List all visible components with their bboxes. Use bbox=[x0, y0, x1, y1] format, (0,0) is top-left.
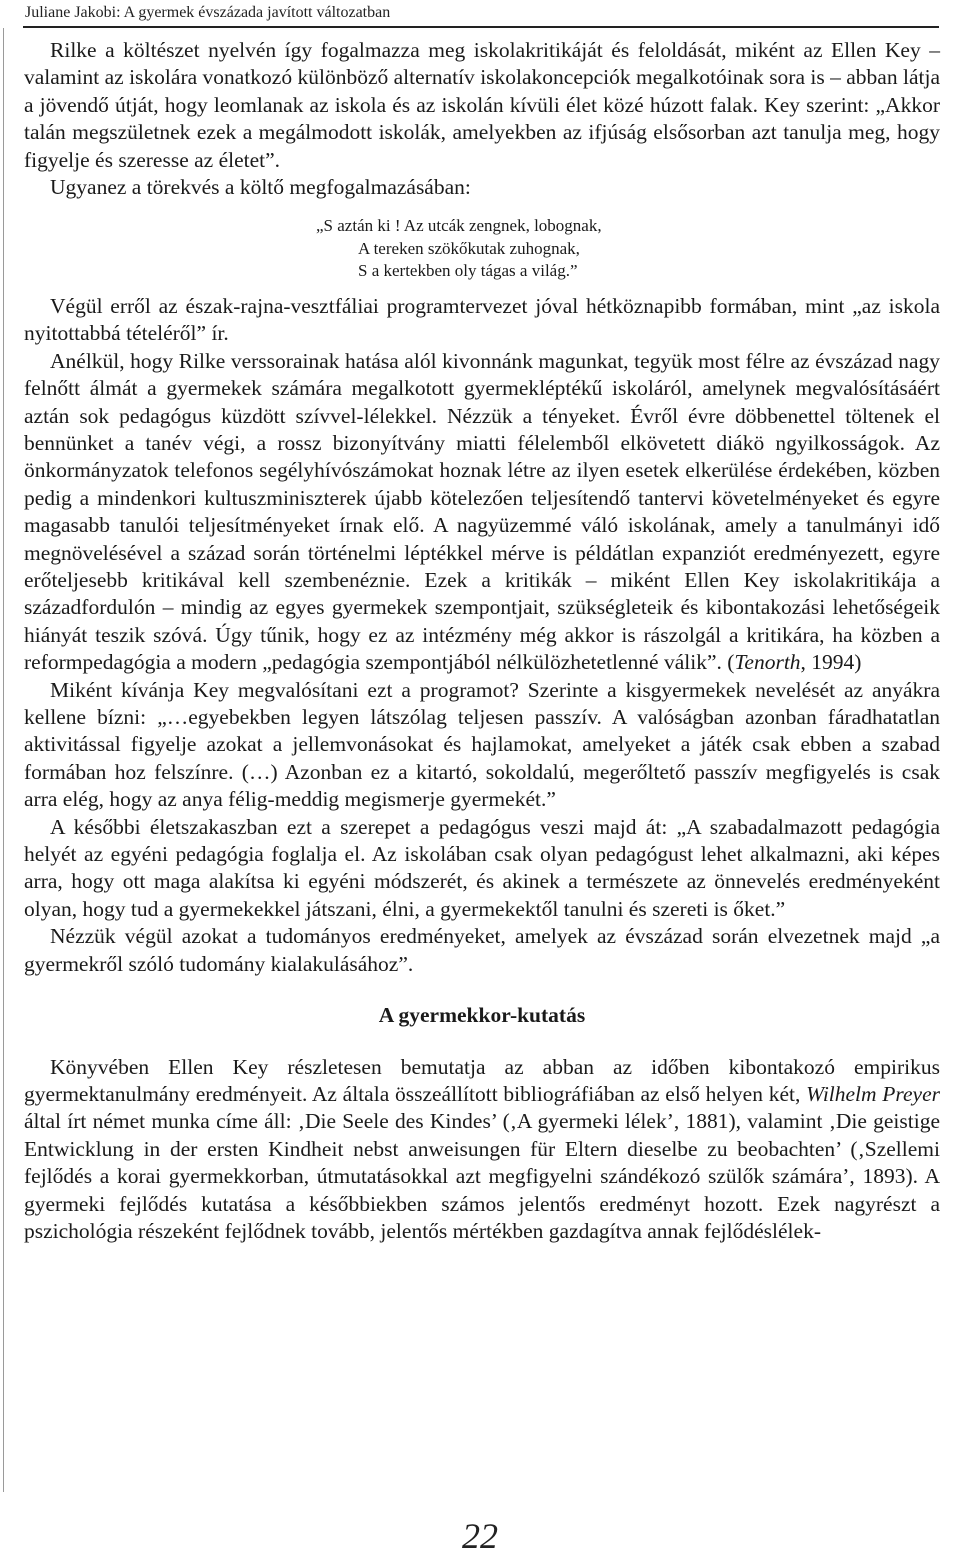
paragraph-8 bbox=[24, 1054, 940, 1246]
paragraph-7: Nézzük végül azokat a tudományos eredményeket, amelyek az évszázad során elvezetnek majd „a gyermekről szóló tudomány kialakulásához”. bbox=[24, 924, 940, 976]
poem-quote bbox=[24, 215, 940, 283]
poem-line-3: S a kertekben oly tágas a világ.” bbox=[358, 261, 578, 281]
citation-author: Tenorth bbox=[734, 650, 801, 675]
paragraph-8-text-a: Könyvében Ellen Key részletesen bemutatja az abban az időben kibontakozó empirikus gyermektanulmány eredményeit. Az általa összeállított bibliográfiában az első helyen két, bbox=[24, 1054, 940, 1106]
paragraph-2: Ugyanez a törekvés a költő megfogalmazásában: bbox=[50, 175, 471, 200]
paragraph-5: Miként kívánja Key megvalósítani ezt a programot? Szerinte a kisgyermekek nevelését az anyákra kellene bízni: „…egyebekben legyen látszólag teljesen passzív. A valóságban azonban fáradhatatlan aktivitással figyelje azokat a jellemvonásokat és hajlamokat, amelyeket a játék csak ebben a szabad formában hoz felszínre. (…) Azonban ez a kitartó, sokoldalú, megerőltető passzív megfigyelés is csak arra elég, hogy az anya félig-meddig megismerje gyermekét.” bbox=[24, 677, 940, 812]
paragraph-4-text-a: Anélkül, hogy Rilke verssorainak hatása alól kivonnánk magunkat, tegyük most félre az évszázad nagy felnőtt álmát a gyermekek számára megalkotott gyermekléptékű iskoláról, amelynek megvalósításáért aztán sok pedagógus küzdött szívvel-lélekkel. Nézzük a tényeket. Évről évre döbbenettel töltenek el bennünket a tanév végi, a rossz bizonyítvány miatti félelemből elkövetett diákö ngyilkosságok. Az önkormányzatok telefonos segélyhívószámokat hoznak létre az ilyen esetek elkerülése érdekében, közben pedig a mindenkori kultuszminiszterek újabb kötelezően teljesítendő tantervi követelményeket és egyre magasabb tanulói teljesítményeket írnak elő. A nagyüzemmé váló iskolának, amely a tanulmányi idő megnövelésével a század során történelmi léptékkel mérve is példátlan expanziót eredményezett, egyre erőteljesebb kritikával kell szembenéznie. Ezek a kritikák – miként Ellen Key iskolakritikája a századfordulón – mindig az egyes gyermekek szempontjait, szükségleteik és kibontakozási lehetőségeik hiányát teszik szóvá. Úgy tűnik, hogy ez az intézmény még akkor is rászolgál a kritikára, ha közben a reformpedagógia a modern „pedagógia szempontjából nélkülözhetetlenné válik”. ( bbox=[24, 348, 940, 675]
author-name: Wilhelm Preyer bbox=[806, 1081, 940, 1106]
body-text bbox=[24, 37, 940, 1245]
margin-line bbox=[3, 28, 4, 1492]
paragraph-4 bbox=[24, 348, 940, 677]
paragraph-3: Végül erről az észak-rajna-vesztfáliai programtervezet jóval hétköznapibb formában, mint „az iskola nyitottabbá tételéről” ír. bbox=[24, 293, 940, 346]
header-rule bbox=[23, 26, 939, 28]
paragraph-1: Rilke a költészet nyelvén így fogalmazza meg iskolakritikáját és feloldását, miként az Ellen Key – valamint az iskolára vonatkozó különböző alternatív iskolakoncepciók megalkotóinak sora is – abban látja a jövendő útját, hogy leomlanak az iskola és az iskolán kívüli élet közé húzott falak. Key szerint: „Akkor talán megszületnek ezek a megálmodott iskolák, amelyekben az ifjúság elsősorban azt tanulja meg, hogy figyelje és szeresse az életet”. bbox=[24, 38, 940, 172]
page-number: 22 bbox=[462, 1516, 498, 1556]
poem-line-2: A tereken szökőkutak zuhognak, bbox=[358, 238, 580, 258]
running-head: Juliane Jakobi: A gyermek évszázada javított változatban bbox=[25, 4, 391, 21]
paragraph-6: A későbbi életszakaszban ezt a szerepet a pedagógus veszi majd át: „A szabadalmazott pedagógia helyét az egyéni pedagógia foglalja el. Az iskolában csak olyan pedagógust lehet alkalmazni, aki képes arra, hogy ott maga alakítsa ki egyéni módszerét, és akinek a természete az önnevelés eredményeként olyan, hogy tud a gyermekekkel játszani, élni, a gyermekektől tanulni és szereti is őket.” bbox=[24, 814, 940, 921]
paragraph-4-text-b: , 1994) bbox=[800, 650, 862, 675]
poem-line-1: „S aztán ki ! Az utcák zengnek, lobognak, bbox=[316, 216, 602, 236]
section-heading: A gyermekkor-kutatás bbox=[378, 1003, 586, 1028]
paragraph-8-text-b: által írt német munka címe áll: ‚Die Seele des Kindes’ (‚A gyermeki lélek’, 1881), valamint ‚Die geistige Entwicklung in der ersten Kindheit nebst anweisungen für Eltern dieselbe zu beobachten’ (‚Szellemi fejlődés a korai gyermekkorban, útmutatásokkal azt megfigyelni szándékozó szülők számára’, 1893). A gyermeki fejlődés kutatása a későbbiekben számos jelentős eredményt hozott. Ezek nagyrészt a pszichológia részeként fejlődnek tovább, jelentős mértékben gazdagítva annak fejlődéslélek- bbox=[24, 1109, 940, 1243]
